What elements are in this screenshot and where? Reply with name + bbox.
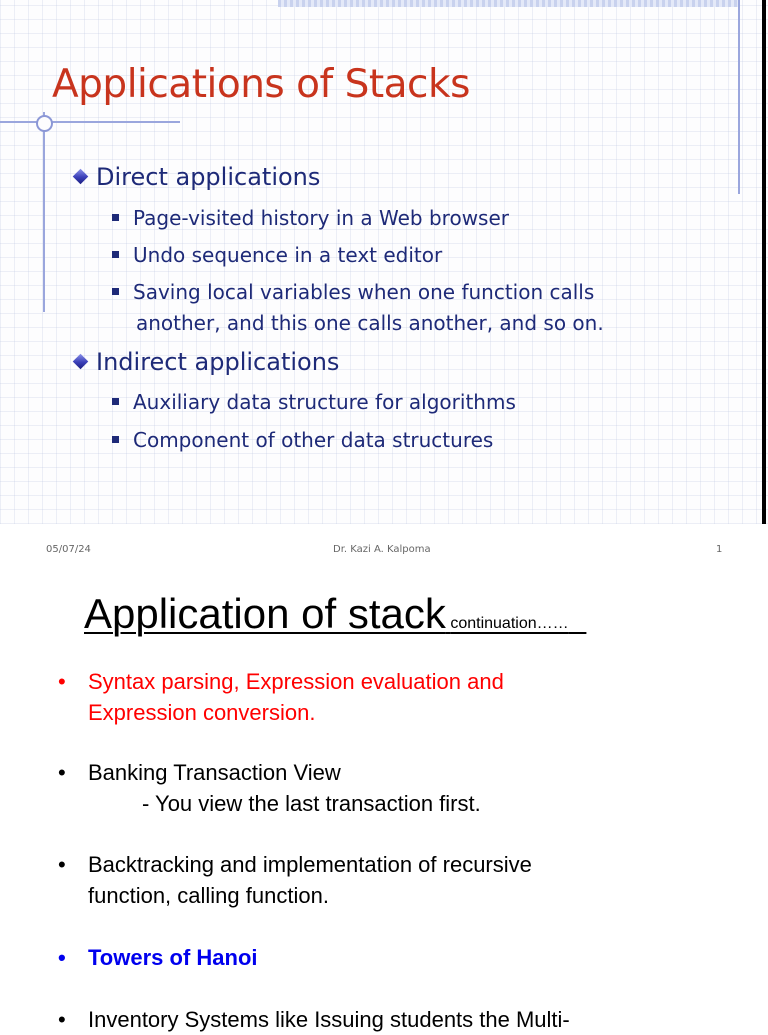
bullet-towers-of-hanoi: • Towers of Hanoi [58, 945, 258, 970]
slide-edge [762, 0, 766, 524]
slide-1-title: Applications of Stacks [52, 62, 470, 107]
square-bullet-icon [112, 436, 119, 443]
square-bullet-icon [112, 214, 119, 221]
list-item: Component of other data structures [112, 425, 493, 456]
square-bullet-icon [112, 288, 119, 295]
list-item: Saving local variables when one function calls another, and this one calls another, and so on. [112, 277, 604, 339]
title-underline-accent [0, 121, 180, 123]
bullet-banking: • Banking Transaction View - You view the last transaction first. [58, 760, 481, 816]
right-accent-line [738, 0, 740, 194]
list-item: Page-visited history in a Web browser [112, 203, 509, 234]
footer-page-number: 1 [716, 544, 723, 555]
slide-2-title: Application of stack continuation…… [84, 590, 569, 637]
square-bullet-icon [112, 251, 119, 258]
square-bullet-icon [112, 398, 119, 405]
list-item: Undo sequence in a text editor [112, 240, 442, 271]
list-item: Auxiliary data structure for algorithms [112, 387, 516, 418]
diamond-bullet-icon [74, 170, 88, 184]
circle-ornament-icon [36, 115, 53, 132]
bullet-inventory: • Inventory Systems like Issuing students the Multi- [58, 1007, 570, 1032]
footer-date: 05/07/24 [46, 544, 91, 555]
section-heading-indirect: Indirect applications [74, 348, 339, 376]
section-heading-direct: Direct applications [74, 163, 320, 191]
bullet-backtracking: • Backtracking and implementation of recursive function, calling function. [58, 852, 532, 908]
diamond-bullet-icon [74, 355, 88, 369]
footer-author: Dr. Kazi A. Kalpoma [333, 544, 431, 555]
bullet-syntax-parsing: • Syntax parsing, Expression evaluation and Expression conversion. [58, 669, 504, 725]
title-suffix: continuation…… [450, 615, 569, 632]
left-accent-line [43, 112, 45, 312]
top-decorative-band [278, 0, 740, 7]
